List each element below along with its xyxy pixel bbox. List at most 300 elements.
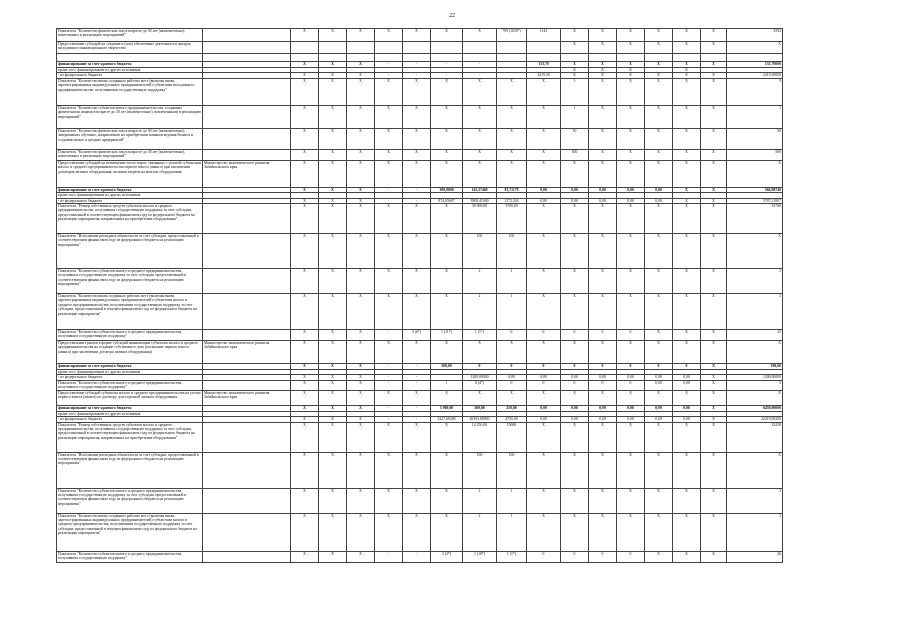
value-cell: - [431, 73, 463, 78]
value-cell: - [375, 551, 403, 562]
value-cell: X [527, 341, 561, 364]
value-cell: 3 (2*) [431, 551, 463, 562]
value-cell: 0,00 [645, 375, 673, 380]
value-cell: X [701, 390, 727, 405]
total-cell: 3 [727, 513, 783, 551]
value-cell: X [291, 364, 319, 370]
value-cell: X [347, 513, 375, 551]
value-cell: X [375, 204, 403, 234]
value-cell: X [375, 390, 403, 405]
value-cell: X [319, 78, 347, 105]
value-cell: X [403, 128, 431, 149]
value-cell: 145,27469 [463, 187, 497, 192]
value-cell [463, 42, 497, 54]
value-cell: X [291, 390, 319, 405]
value-cell: X [375, 488, 403, 513]
value-cell: X [645, 78, 673, 105]
total-cell: 133,70000 [727, 62, 783, 68]
row-label-cell: Показатель "Количество субъектов малого предпринимательства, созданных физическими лицами в возрасте до 30 лет (включительно), вовлеченными в реализацию мероприятий" [57, 105, 203, 128]
value-cell: X [561, 488, 589, 513]
value-cell: X [589, 42, 617, 54]
value-cell: X [617, 488, 645, 513]
value-cell: X [701, 513, 727, 551]
value-cell: X [347, 375, 375, 380]
value-cell: X [431, 204, 463, 234]
value-cell: 50 [561, 128, 589, 149]
value-cell: 2227,69280 [431, 417, 463, 422]
row-label-cell: кроме того, финансирование из других источников [57, 68, 203, 73]
value-cell: X [701, 452, 727, 488]
value-cell: - [375, 73, 403, 78]
value-cell: 1 [497, 294, 527, 330]
total-cell: 2419,30000 [727, 73, 783, 78]
value-cell: X [589, 73, 617, 78]
row-label-cell: Показатель "Исполнение расходных обязательств за счет субсидии, предоставленной в соответствующем финансовом году из федерального бюджета на реализацию мероприятия" [57, 452, 203, 488]
value-cell: X [347, 417, 375, 422]
value-cell: X [645, 452, 673, 488]
value-cell: X [527, 149, 561, 160]
value-cell: X [403, 488, 431, 513]
value-cell: 0,00 [527, 198, 561, 203]
value-cell: X [645, 29, 673, 42]
value-cell: X [701, 198, 727, 203]
value-cell: X [561, 294, 589, 330]
value-cell: 3 [561, 78, 589, 105]
value-cell: X [561, 204, 589, 234]
value-cell: X [701, 269, 727, 294]
value-cell: X [645, 269, 673, 294]
value-cell [497, 42, 527, 54]
value-cell: X [347, 128, 375, 149]
total-cell: 3 [727, 78, 783, 105]
value-cell: X [673, 62, 701, 68]
value-cell: 874,05607 [431, 198, 463, 203]
value-cell: X [673, 160, 701, 187]
value-cell: X [403, 234, 431, 269]
value-cell: X [617, 294, 645, 330]
value-cell: X [527, 160, 561, 187]
total-cell: 3 [727, 488, 783, 513]
value-cell: X [497, 105, 527, 128]
value-cell: X [463, 341, 497, 364]
value-cell: X [589, 78, 617, 105]
row-label-cell: Показатель "Исполнение расходных обязательств за счет субсидии, предоставленной в соответствующем финансовом году из федерального бюджета на реализацию мероприятия" [57, 234, 203, 269]
value-cell: X [673, 452, 701, 488]
value-cell: 0,00 [589, 187, 617, 192]
value-cell: 26593,80000 [463, 417, 497, 422]
value-cell: X [375, 513, 403, 551]
value-cell: X [527, 269, 561, 294]
value-cell: X [645, 204, 673, 234]
value-cell: X [673, 551, 701, 562]
value-cell: X [347, 364, 375, 370]
value-cell: 3908,41900 [463, 198, 497, 203]
value-cell: 500 [561, 149, 589, 160]
total-cell: 5 [727, 380, 783, 390]
value-cell: X [431, 160, 463, 187]
value-cell: 0 [561, 551, 589, 562]
value-cell [375, 42, 403, 54]
executor-cell [203, 149, 291, 160]
table-row [57, 513, 783, 551]
value-cell: X [701, 73, 727, 78]
value-cell: X [701, 364, 727, 370]
value-cell: X [375, 78, 403, 105]
total-cell: 50 [727, 128, 783, 149]
value-cell: X [589, 294, 617, 330]
value-cell: X [319, 204, 347, 234]
value-cell: X [645, 62, 673, 68]
value-cell: X [701, 294, 727, 330]
value-cell: X [645, 234, 673, 269]
value-cell: X [291, 73, 319, 78]
value-cell: X [347, 198, 375, 203]
total-cell: 33250 [727, 422, 783, 452]
value-cell: 2 [463, 294, 497, 330]
row-label-cell [57, 54, 203, 62]
value-cell: 0,00 [645, 380, 673, 390]
value-cell: X [403, 269, 431, 294]
value-cell: 0,00 [589, 198, 617, 203]
value-cell: 0,00 [617, 198, 645, 203]
value-cell: X [291, 128, 319, 149]
value-cell: X [617, 422, 645, 452]
value-cell: 0 [617, 330, 645, 341]
value-cell [561, 54, 589, 62]
row-label-cell: Показатель "Количество субъектов малого и среднего предпринимательства, получивших государственную поддержку" [57, 551, 203, 562]
value-cell: 1 (1*) [463, 330, 497, 341]
table-row [57, 452, 783, 488]
row-label-cell: Показатель "Количество вновь созданных рабочих мест (включая вновь зарегистрированных индивидуальных предпринимателей) субъектами молодежного предпринимательства, получившими государственную поддержку" [57, 78, 203, 105]
value-cell: X [431, 269, 463, 294]
value-cell: X [431, 105, 463, 128]
value-cell: - [375, 187, 403, 192]
value-cell: X [589, 234, 617, 269]
value-cell: X [347, 78, 375, 105]
table-row [57, 204, 783, 234]
value-cell: X [497, 160, 527, 187]
value-cell: X [463, 149, 497, 160]
executor-cell: Министерство экономического развития Забайкальского края [203, 341, 291, 364]
value-cell: X [617, 204, 645, 234]
total-cell: 42219,99280 [727, 417, 783, 422]
value-cell: X [701, 330, 727, 341]
value-cell: X [347, 341, 375, 364]
table-row [57, 234, 783, 269]
value-cell: X [617, 68, 645, 73]
value-cell: X [701, 149, 727, 160]
row-label-cell: - из федерального бюджета [57, 375, 203, 380]
row-label-cell: финансирование за счет краевого бюджета [57, 187, 203, 192]
row-label-cell: Показатель "Количество субъектов малого и среднего предпринимательства, получивших государственную поддержку за счет субсидии, предоставленной в соответствующем финансовом году из федерального бюджета на реализацию мероприятия" [57, 488, 203, 513]
value-cell: 2 [463, 269, 497, 294]
value-cell: X [645, 149, 673, 160]
value-cell: X [561, 160, 589, 187]
value-cell: 14 250,00 [463, 422, 497, 452]
value-cell: X [319, 364, 347, 370]
table-row [57, 149, 783, 160]
value-cell: - [375, 62, 403, 68]
value-cell: X [673, 29, 701, 42]
value-cell: 0 [561, 380, 589, 390]
row-label-cell: Предоставление субсидий на возмещение части затрат, связанных с уплатой субъектами малого и среднего предпринимательства первого взноса (аванса) при заключении договоров лизинга оборудования, включая затраты на монтаж оборудования [57, 160, 203, 187]
row-label-cell: Предоставление субсидий субъектам малого и среднего предпринимательства на уплату первого взноса (аванса) по договору долгосрочной лизинга оборудования [57, 390, 203, 405]
value-cell: 300,00 [463, 405, 497, 411]
value-cell: 0,00 [527, 405, 561, 411]
executor-cell [203, 380, 291, 390]
value-cell: X [319, 513, 347, 551]
value-cell [403, 42, 431, 54]
value-cell: 100 [497, 234, 527, 269]
value-cell: X [375, 29, 403, 42]
value-cell: X [673, 341, 701, 364]
executor-cell [203, 488, 291, 513]
value-cell: X [403, 341, 431, 364]
value-cell: X [403, 422, 431, 452]
value-cell: X [561, 341, 589, 364]
value-cell: 0 [527, 330, 561, 341]
value-cell: X [375, 105, 403, 128]
value-cell: X [701, 128, 727, 149]
value-cell: 0 [527, 551, 561, 562]
total-cell: 23 [727, 330, 783, 341]
value-cell: X [347, 294, 375, 330]
value-cell: X [291, 29, 319, 42]
table-row [57, 294, 783, 330]
value-cell: X [291, 105, 319, 128]
value-cell: - [403, 73, 431, 78]
total-cell: X [727, 341, 783, 364]
table-row [57, 390, 783, 405]
value-cell: X [375, 128, 403, 149]
value-cell: X [561, 73, 589, 78]
total-cell: 26 [727, 551, 783, 562]
value-cell: X [347, 380, 375, 390]
value-cell: 3 (6*) [403, 330, 431, 341]
value-cell: X [291, 488, 319, 513]
value-cell: 0,00 [561, 417, 589, 422]
value-cell: - [375, 330, 403, 341]
value-cell: X [527, 294, 561, 330]
value-cell: X [319, 187, 347, 192]
row-label-cell: финансирование за счет краевого бюджета [57, 405, 203, 411]
value-cell: 0 [617, 551, 645, 562]
value-cell: 0 [527, 364, 561, 370]
value-cell: X [645, 294, 673, 330]
total-cell: 3592 [727, 29, 783, 42]
value-cell: X [673, 330, 701, 341]
value-cell: 0,00 [561, 375, 589, 380]
row-label-cell: финансирование за счет краевого бюджета [57, 62, 203, 68]
value-cell: X [617, 269, 645, 294]
value-cell: X [527, 422, 561, 452]
value-cell: X [645, 422, 673, 452]
executor-cell [203, 330, 291, 341]
row-label-cell: кроме того, финансирование из других источников [57, 411, 203, 416]
value-cell: X [347, 149, 375, 160]
value-cell: 0 [645, 364, 673, 370]
value-cell [375, 54, 403, 62]
document-table [56, 28, 783, 563]
value-cell: X [589, 422, 617, 452]
value-cell: 81,71179 [497, 187, 527, 192]
row-label-cell: кроме того, финансирование из других источников [57, 193, 203, 198]
executor-cell [203, 234, 291, 269]
table-row [57, 78, 783, 105]
value-cell: 0,00 [589, 417, 617, 422]
value-cell: X [431, 234, 463, 269]
value-cell: X [673, 128, 701, 149]
value-cell: X [431, 128, 463, 149]
value-cell: X [463, 390, 497, 405]
value-cell: X [589, 452, 617, 488]
value-cell: X [497, 149, 527, 160]
value-cell: 0 (4*) [463, 380, 497, 390]
value-cell: X [617, 390, 645, 405]
value-cell: X [319, 29, 347, 42]
value-cell: - [403, 364, 431, 370]
value-cell [645, 54, 673, 62]
value-cell: 5 900,00 [431, 405, 463, 411]
value-cell: X [431, 390, 463, 405]
total-cell: 35700 [727, 204, 783, 234]
table-row [57, 54, 783, 62]
value-cell: - [403, 198, 431, 203]
executor-cell [203, 452, 291, 488]
value-cell: X [375, 234, 403, 269]
value-cell: X [431, 149, 463, 160]
value-cell: X [701, 105, 727, 128]
value-cell: - [403, 405, 431, 411]
value-cell: X [617, 42, 645, 54]
value-cell: X [645, 513, 673, 551]
total-cell: X [727, 452, 783, 488]
value-cell: X [319, 269, 347, 294]
total-cell: X [727, 160, 783, 187]
value-cell: X [319, 128, 347, 149]
value-cell: 0,00 [673, 405, 701, 411]
value-cell: 0,00 [527, 187, 561, 192]
value-cell: 0 [463, 364, 497, 370]
value-cell: X [375, 269, 403, 294]
value-cell: X [291, 62, 319, 68]
value-cell: 2 [463, 488, 497, 513]
value-cell: 100 [497, 452, 527, 488]
value-cell: X [319, 375, 347, 380]
value-cell: 19000 [497, 422, 527, 452]
table-row [57, 341, 783, 364]
value-cell: X [701, 62, 727, 68]
value-cell: X [347, 405, 375, 411]
value-cell: X [645, 551, 673, 562]
page-number: 22 [449, 13, 455, 19]
row-label-cell: Показатель "Количество субъектов малого и среднего предпринимательства, получивших государственную поддержку" [57, 330, 203, 341]
executor-cell [203, 29, 291, 42]
value-cell [319, 54, 347, 62]
value-cell: X [347, 488, 375, 513]
value-cell: X [617, 452, 645, 488]
value-cell: X [561, 42, 589, 54]
value-cell: 1 (11*) [431, 330, 463, 341]
value-cell: X [403, 204, 431, 234]
row-label-cell: - из федерального бюджета [57, 73, 203, 78]
value-cell: X [291, 78, 319, 105]
value-cell: X [589, 105, 617, 128]
value-cell: X [701, 204, 727, 234]
value-cell: X [347, 390, 375, 405]
value-cell: 0 [589, 330, 617, 341]
value-cell: 0 [617, 364, 645, 370]
value-cell: X [561, 269, 589, 294]
value-cell [497, 54, 527, 62]
value-cell [347, 42, 375, 54]
value-cell: X [589, 128, 617, 149]
executor-cell [203, 422, 291, 452]
value-cell: X [701, 551, 727, 562]
value-cell: 0,00 [561, 405, 589, 411]
value-cell: X [347, 29, 375, 42]
value-cell: X [561, 29, 589, 42]
value-cell [347, 54, 375, 62]
value-cell: 133,70 [527, 62, 561, 68]
executor-cell [203, 105, 291, 128]
table-row [57, 105, 783, 128]
value-cell: X [589, 160, 617, 187]
value-cell: X [645, 160, 673, 187]
value-cell: X [673, 78, 701, 105]
value-cell: X [375, 294, 403, 330]
executor-cell [203, 294, 291, 330]
value-cell: 799 (1650*) [497, 29, 527, 42]
value-cell: - [403, 375, 431, 380]
total-cell: X [727, 42, 783, 54]
value-cell: 1 (18*) [463, 551, 497, 562]
value-cell [463, 54, 497, 62]
value-cell: X [319, 105, 347, 128]
value-cell [673, 54, 701, 62]
value-cell: 0,00 [673, 375, 701, 380]
row-label-cell: Показатель "Количество вновь созданных рабочих мест (включая вновь зарегистрированных индивидуальных предпринимателей) субъектами малого и среднего предпринимательства, получившими государственную поддержку за счет субсидии, предоставленной в текущем финансовом году из федерального бюджета на реализацию мероприятия" [57, 513, 203, 551]
value-cell: X [617, 29, 645, 42]
value-cell: X [645, 42, 673, 54]
value-cell: X [701, 405, 727, 411]
value-cell: X [463, 29, 497, 42]
executor-cell [203, 78, 291, 105]
row-label-cell: - из федерального бюджета [57, 198, 203, 203]
value-cell: X [701, 78, 727, 105]
value-cell: - [463, 62, 497, 68]
value-cell: X [403, 452, 431, 488]
value-cell: X [291, 330, 319, 341]
value-cell: X [617, 513, 645, 551]
value-cell: X [431, 452, 463, 488]
value-cell: X [617, 78, 645, 105]
value-cell: X [431, 488, 463, 513]
value-cell: X [347, 330, 375, 341]
value-cell: X [319, 488, 347, 513]
row-label-cell: Показатель "Количество вновь созданных рабочих мест (включая вновь зарегистрированных индивидуальных предпринимателей) субъектами малого и среднего предпринимательства, получившими государственную поддержку за счет субсидии, предоставленной в текущем финансовом году из федерального бюджета на реализацию мероприятия" [57, 294, 203, 330]
value-cell: X [589, 68, 617, 73]
value-cell: X [319, 380, 347, 390]
executor-cell [203, 54, 291, 62]
row-label-cell: Показатель "Размер собственных средств субъектов малого и среднего предпринимательства, получивших государственную поддержку за счет субсидии, предоставленной в соответствующем финансовом году из федерального бюджета на реализацию мероприятия, направленных на приобретение оборудования" [57, 204, 203, 234]
value-cell: 1 [497, 269, 527, 294]
value-cell: X [561, 452, 589, 488]
value-cell: X [673, 198, 701, 203]
value-cell: X [673, 390, 701, 405]
value-cell: X [291, 149, 319, 160]
value-cell: 0 [497, 330, 527, 341]
